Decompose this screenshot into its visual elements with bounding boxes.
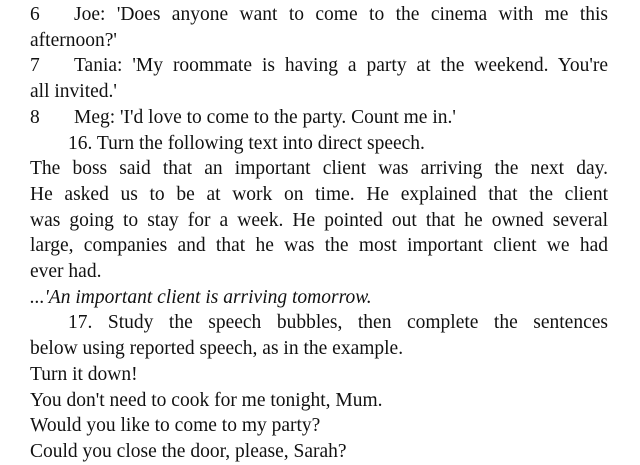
item-number: 6 <box>30 4 40 25</box>
task-16-paragraph-line: The boss said that an important client was arriving the next day. <box>30 158 608 180</box>
task-16-paragraph-line: was going to stay for a week. He pointed out that he owned several <box>30 209 608 231</box>
speech-bubble-text: Would you like to come to my party? <box>30 415 321 437</box>
item-number: 7 <box>30 55 40 77</box>
dialogue-text: Tania: 'My roommate is having a party at the weekend. You're <box>74 55 608 77</box>
task-16-example: ...'An important client is arriving tomorrow. <box>30 286 372 308</box>
dialogue-item-7-cont: all invited.' <box>30 81 117 103</box>
speech-bubble-text: Could you close the door, please, Sarah? <box>30 440 347 462</box>
task-16-heading: 16. Turn the following text into direct speech. <box>68 132 425 154</box>
dialogue-item-8 <box>30 105 608 131</box>
speech-bubble-text: You don't need to cook for me tonight, Mum. <box>30 389 383 411</box>
item-number: 8 <box>30 106 40 128</box>
task-17-heading-cont: below using reported speech, as in the example. <box>30 338 404 360</box>
dialogue-item-7 <box>30 53 608 79</box>
dialogue-text: Joe: 'Does anyone want to come to the cinema with me this <box>74 4 608 25</box>
task-16-paragraph-line: ever had. <box>30 261 102 283</box>
task-17-heading: 17. Study the speech bubbles, then complete the sentences <box>68 312 608 334</box>
document-page <box>30 2 608 465</box>
dialogue-item-6 <box>30 2 608 28</box>
task-16-paragraph-line: large, companies and that he was the most important client we had <box>30 235 608 257</box>
task-16-paragraph-line: He asked us to be at work on time. He explained that the client <box>30 183 608 205</box>
dialogue-item-6-cont: afternoon?' <box>30 29 117 51</box>
dialogue-text: Meg: 'I'd love to come to the party. Count me in.' <box>74 106 456 128</box>
speech-bubble-text: Turn it down! <box>30 363 138 385</box>
